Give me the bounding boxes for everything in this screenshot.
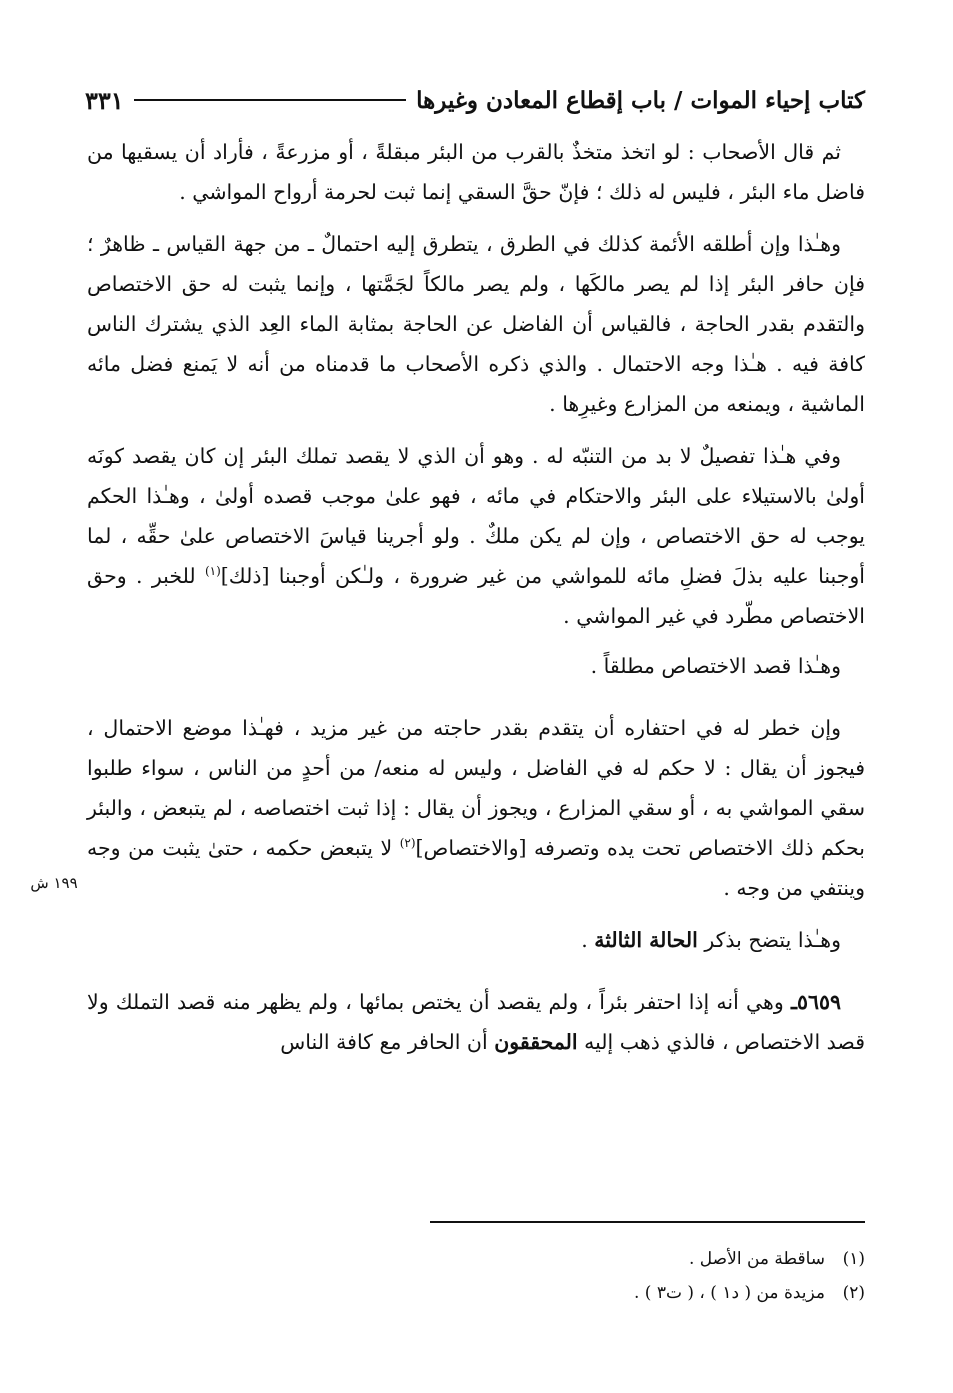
emphasized-term: المحققون: [494, 1030, 578, 1054]
footnote-number: (٢): [842, 1283, 865, 1303]
footnote-ref-1[interactable]: (١): [204, 564, 221, 579]
paragraph-5-text-b: لا يتبعض حكمه ، حتىٰ يثبت من وجه وينتفي من وجه .: [87, 836, 865, 900]
paragraph-6-text-a: وهـٰذا يتضح بذكر: [697, 928, 841, 952]
issue-number: ٥٦٥٩ـ: [790, 990, 841, 1014]
page-number: ٣٣١: [85, 85, 124, 115]
margin-page-reference: ١٩٩ ش: [30, 874, 78, 892]
paragraph-3-text-a: وفي هـٰذا تفصيلٌ لا بد من التنبّه له . وهو أن الذي لا يقصد تملك البئر إن كان يقصد كونَه أولىٰ بالاستيلاء على البئر والاحتكام في مائه ، فهو علىٰ موجب قصده أولىٰ ، وهـٰذا الحكم يوجب له حق الاختصاص ، وإن لم يكن ملكٌ . ولو أجرينا قياسَ الاختصاص علىٰ حقِّه ، لما أوجبنا عليه بذلَ فضلِ مائه للمواشي من غير ضرورة ، ولـٰكن أوجبنا [ذلك]: [87, 444, 866, 588]
footnote-ref-2[interactable]: (٢): [399, 836, 416, 851]
paragraph-6: [87, 920, 865, 960]
paragraph-5: [87, 708, 865, 908]
footnote-number: (١): [842, 1249, 865, 1269]
paragraph-5-text-a: وإن خطر له في احتفاره أن يتقدم بقدر حاجته من غير مزيد ، فهـٰذا موضع الاحتمال ، فيجوز أن يقال : لا حكم له في الفاضل ، وليس له منعه/ من أحدٍ من الناس ، سواء طلبوا سقي المواشي به ، أو سقي المزارع ، ويجوز أن يقال : إذا ثبت اختصاصه ، لم يتبعض ، والبئر بحكم ذلك الاختصاص تحت يده وتصرفه [والاختصاص]: [87, 716, 865, 860]
paragraph-7-text-a: وهي أنه إذا احتفر بئراً ، ولم يقصد أن يختص بمائها ، ولم يظهر منه قصد التملك ولا قصد الاختصاص ، فالذي ذهب إليه: [87, 990, 865, 1054]
footnote-item: [265, 1276, 865, 1310]
paragraph-1: ثم قال الأصحاب : لو اتخذ متخذٌ بالقرب من البئر مبقلةً ، أو مزرعةً ، فأراد أن يسقيها من فاضل ماء البئر ، فليس له ذلك ؛ فإنّ حقَّ السقي إنما ثبت لحرمة أرواح المواشي .: [87, 140, 865, 204]
body-text: [87, 132, 865, 1074]
paragraph-3: [87, 436, 865, 636]
paragraph-3-text-b: للخبر . وحق الاختصاص مطّرد في غير المواشي .: [87, 564, 865, 628]
footnote-item: [265, 1242, 865, 1276]
paragraph-4: وهـٰذا قصد الاختصاص مطلقاً .: [590, 654, 841, 678]
footnote-text: مزيدة من ( د١ ) ، ( ت٣ ) .: [633, 1283, 825, 1303]
paragraph-7-text-b: أن الحافر مع كافة الناس: [280, 1030, 495, 1054]
header-rule: [134, 99, 406, 101]
footnote-text: ساقطة من الأصل .: [689, 1249, 825, 1269]
paragraph-2: وهـٰذا وإن أطلقه الأئمة كذلك في الطرق ، يتطرق إليه احتمالٌ ـ من جهة القياس ـ ظاهرٌ ؛ فإن حافر البئر إذا لم يصر مالكَها ، ولم يصر مالكاً لجَمَّتها ، وإنما يثبت له حق الاختصاص والتقدم بقدر الحاجة ، فالقياس أن الفاضل عن الحاجة بمثابة الماء العِد الذي يشترك الناس كافة فيه . هـٰذا وجه الاحتمال . والذي ذكره الأصحاب ما قدمناه من أنه لا يَمنع فضل مائه الماشية ، ويمنعه من المزارع وغيرِها .: [87, 232, 865, 416]
section-heading-inline: الحالة الثالثة: [594, 928, 698, 952]
paragraph-6-text-b: .: [581, 928, 595, 952]
paragraph-7: [87, 982, 865, 1062]
running-header: [85, 82, 865, 118]
footnote-separator: [430, 1221, 865, 1223]
footnotes: [265, 1242, 865, 1310]
chapter-title: كتاب إحياء الموات / باب إقطاع المعادن وغيرها: [416, 86, 865, 114]
